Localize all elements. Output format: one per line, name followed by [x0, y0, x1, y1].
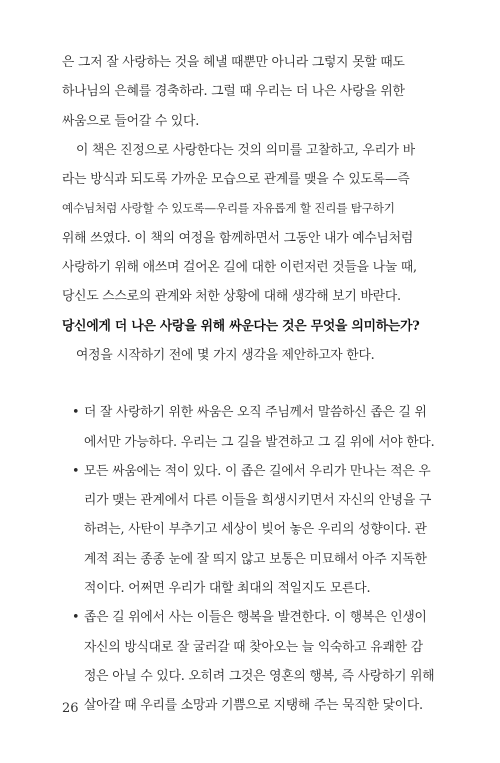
- bullet-text: 정은 아닐 수 있다. 오히려 그것은 영혼의 행복, 즉 사랑하기 위해: [84, 668, 435, 684]
- bullet-text: 적이다. 어쩌면 우리가 대할 최대의 적일지도 모른다.: [84, 581, 371, 597]
- bullet-icon: •: [72, 610, 80, 626]
- bullet-text: 리가 맺는 관계에서 다른 이들을 희생시키면서 자신의 안녕을 구: [84, 493, 432, 509]
- text-line: 위해 쓰였다. 이 책의 여정을 함께하면서 그동안 내가 예수님처럼: [62, 230, 414, 246]
- paragraph-1: [62, 48, 434, 136]
- bullet-text: 좁은 길 위에서 사는 이들은 행복을 발견한다. 이 행복은 인생이: [84, 610, 427, 626]
- bullet-first-line: [72, 603, 434, 632]
- intro-line: 여정을 시작하기 전에 몇 가지 생각을 제안하고자 한다.: [76, 347, 375, 363]
- bullet-text: 모든 싸움에는 적이 있다. 이 좁은 길에서 우리가 만나는 적은 우: [84, 463, 431, 479]
- bullet-first-line: [72, 398, 434, 427]
- bullet-item-2: [72, 457, 434, 603]
- bullet-text: 자신의 방식대로 잘 굴러갈 때 찾아오는 늘 익숙하고 유쾌한 감: [84, 639, 423, 655]
- text-line: 은 그저 잘 사랑하는 것을 헤낼 때뿐만 아니라 그렇지 못할 때도: [62, 55, 405, 70]
- bullet-list: [72, 398, 434, 720]
- bullet-icon: •: [72, 463, 80, 479]
- text-line: 사랑하기 위해 애쓰며 걸어온 길에 대한 이런저런 것들을 나눌 때,: [62, 260, 417, 276]
- page-body: [62, 48, 434, 721]
- text-line: 싸움으로 들어갈 수 있다.: [62, 113, 200, 129]
- text-line: 예수님처럼 사랑할 수 있도록—우리를 자유롭게 할 진리를 탐구하기: [62, 201, 395, 216]
- bullet-text: 하려는, 사탄이 부추기고 세상이 빚어 놓은 우리의 성향이다. 관: [84, 522, 427, 538]
- text-line: 하나님의 은혜를 경축하라. 그럴 때 우리는 더 나은 사랑을 위한: [62, 84, 405, 100]
- bullet-first-line: [72, 457, 434, 486]
- page-number: 26: [62, 701, 79, 716]
- bullet-icon: •: [72, 405, 80, 421]
- text-line: 당신도 스스로의 관계와 처한 상황에 대해 생각해 보기 바란다.: [62, 289, 401, 305]
- text-line: 이 책은 진정으로 사랑한다는 것의 의미를 고찰하고, 우리가 바: [76, 142, 415, 158]
- bullet-item-3: [72, 603, 434, 720]
- bullet-text: 살아갈 때 우리를 소망과 기쁨으로 지탱해 주는 묵직한 닻이다.: [84, 698, 423, 714]
- text-line: 라는 방식과 되도록 가까운 모습으로 관계를 맺을 수 있도록—즉: [62, 172, 410, 188]
- bullet-text: 계적 죄는 종종 눈에 잘 띄지 않고 보통은 미묘해서 아주 지독한: [84, 551, 427, 567]
- question-heading: 당신에게 더 나은 사랑을 위해 싸운다는 것은 무엇을 의미하는가?: [62, 318, 420, 334]
- bullet-item-1: [72, 398, 434, 457]
- section-gap: [62, 370, 434, 398]
- bullet-text: 에서만 가능하다. 우리는 그 길을 발견하고 그 길 위에 서야 한다.: [84, 434, 435, 450]
- bullet-text: 더 잘 사랑하기 위한 싸움은 오직 주님께서 말씀하신 좁은 길 위: [84, 405, 427, 421]
- paragraph-2: [62, 136, 434, 312]
